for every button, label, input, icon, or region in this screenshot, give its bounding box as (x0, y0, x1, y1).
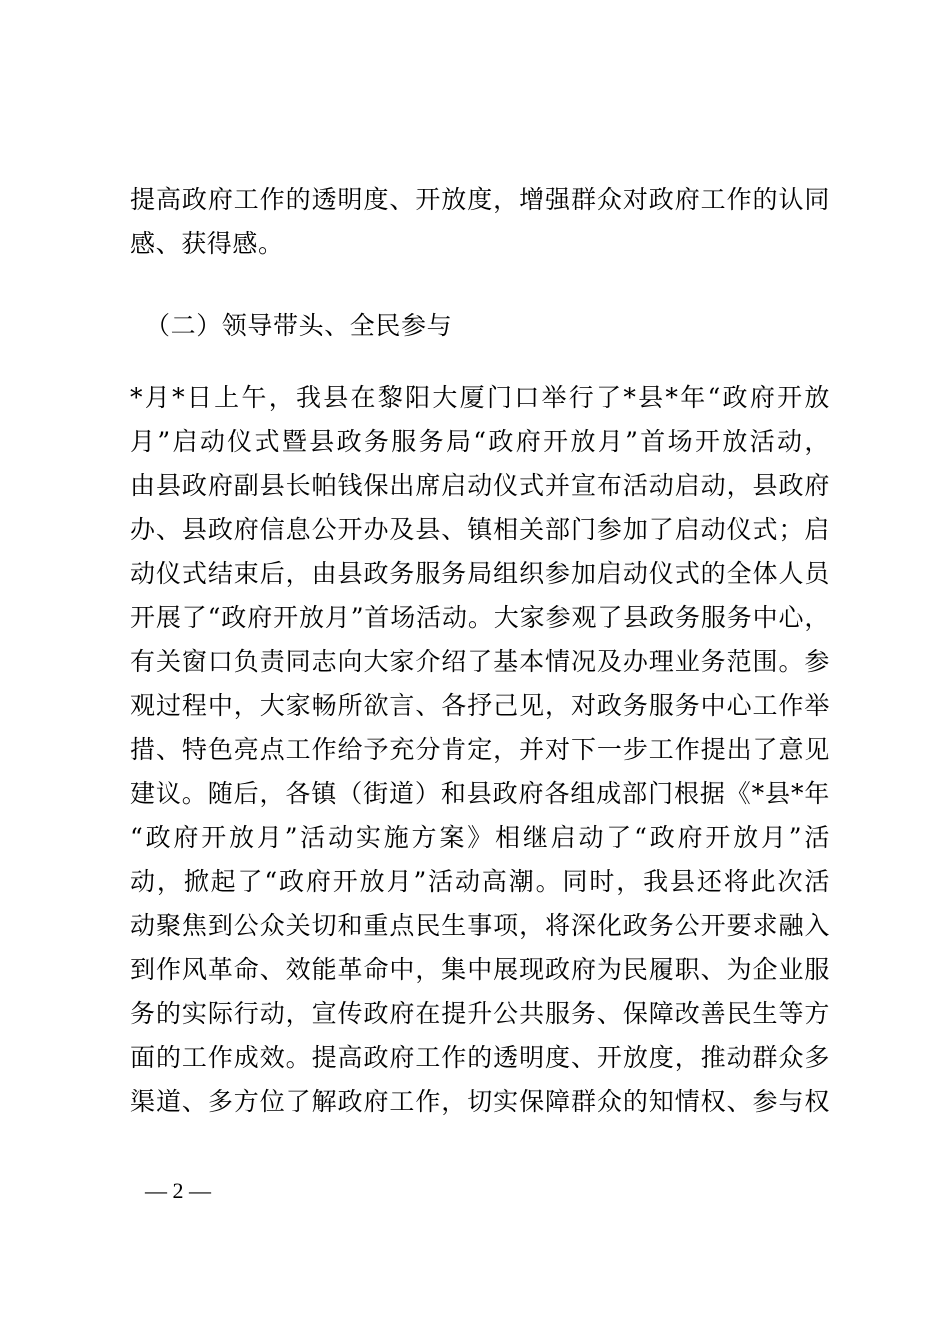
paragraph-line: 动仪式结束后，由县政务服务局组织参加启动仪式的全体人员 (130, 559, 830, 588)
paragraph-line: 到作风革命、效能革命中，集中展现政府为民履职、为企业服 (130, 955, 830, 984)
paragraph-line: 开展了“政府开放月”首场活动。大家参观了县政务服务中心， (130, 603, 830, 632)
paragraph-line: 面的工作成效。提高政府工作的透明度、开放度，推动群众多 (130, 1043, 830, 1072)
paragraph-line: 务的实际行动，宣传政府在提升公共服务、保障改善民生等方 (130, 999, 830, 1028)
paragraph-line: 措、特色亮点工作给予充分肯定，并对下一步工作提出了意见 (130, 735, 830, 764)
paragraph-line: 办、县政府信息公开办及县、镇相关部门参加了启动仪式；启 (130, 515, 830, 544)
paragraph-line: 动，掀起了“政府开放月”活动高潮。同时，我县还将此次活 (130, 867, 830, 896)
paragraph-line: “政府开放月”活动实施方案》相继启动了“政府开放月”活 (130, 823, 830, 852)
paragraph-line: 有关窗口负责同志向大家介绍了基本情况及办理业务范围。参 (130, 647, 830, 676)
paragraph-line: *月*日上午，我县在黎阳大厦门口举行了*县*年“政府开放 (130, 383, 830, 412)
paragraph-line: 提高政府工作的透明度、开放度，增强群众对政府工作的认同 (130, 185, 830, 214)
page-number: — 2 — (145, 1178, 211, 1203)
paragraph-line: 动聚焦到公众关切和重点民生事项，将深化政务公开要求融入 (130, 911, 830, 940)
paragraph-line: 月”启动仪式暨县政务服务局“政府开放月”首场开放活动， (130, 427, 830, 456)
paragraph-line: 观过程中，大家畅所欲言、各抒己见，对政务服务中心工作举 (130, 691, 830, 720)
paragraph-line: 渠道、多方位了解政府工作，切实保障群众的知情权、参与权 (130, 1087, 830, 1116)
paragraph-line: 由县政府副县长帕钱保出席启动仪式并宣布活动启动，县政府 (130, 471, 830, 500)
paragraph-line: 建议。随后，各镇（街道）和县政府各组成部门根据《*县*年 (130, 779, 830, 808)
section-heading: （二）领导带头、全民参与 (145, 311, 453, 340)
paragraph-line: 感、获得感。 (130, 229, 284, 258)
